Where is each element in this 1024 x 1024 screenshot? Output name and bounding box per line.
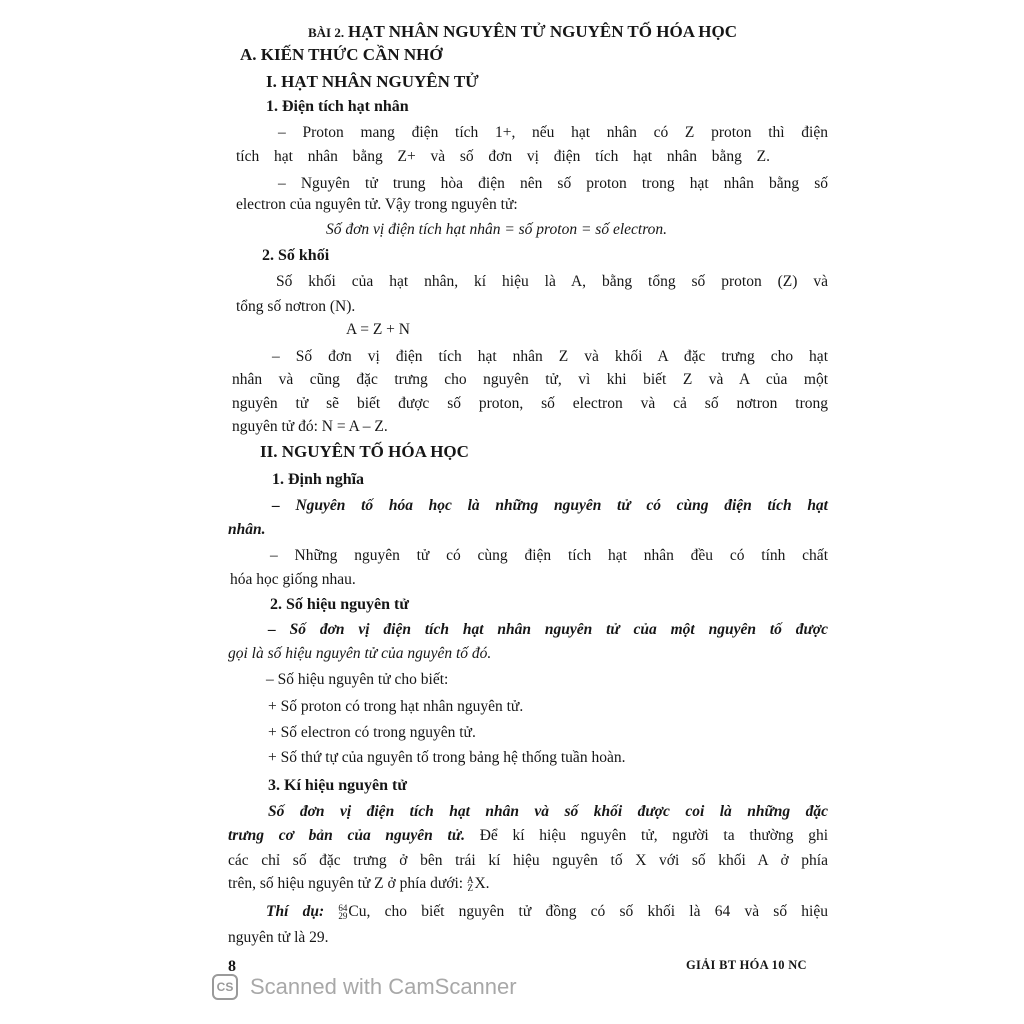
page-number: 8 <box>228 958 236 975</box>
paragraph-line: Số khối của hạt nhân, kí hiệu là A, bằng tổng số proton (Z) và <box>276 273 828 290</box>
part1-heading: I. HẠT NHÂN NGUYÊN TỬ <box>266 72 479 91</box>
section-a-heading: A. KIẾN THỨC CẦN NHỚ <box>240 45 443 64</box>
formula-charge: Số đơn vị điện tích hạt nhân = số proton = số electron. <box>326 221 668 238</box>
example-line: nguyên tử là 29. <box>228 929 329 946</box>
definition-line: – Nguyên tố hóa học là những nguyên tử có cùng điện tích hạt <box>272 497 828 514</box>
paragraph-line: – Nguyên tử trung hòa điện nên số proton trong hạt nhân bằng số <box>278 175 828 192</box>
camscanner-watermark <box>212 972 517 1002</box>
paragraph-line: – Số đơn vị điện tích hạt nhân Z và khối A đặc trưng cho hạt <box>272 348 828 365</box>
list-item: + Số proton có trong hạt nhân nguyên tử. <box>268 698 524 715</box>
paragraph-line: tổng số nơtron (N). <box>236 298 356 315</box>
paragraph-line: tích hạt nhân bằng Z+ và số đơn vị điện tích hạt nhân bằng Z. <box>236 148 770 165</box>
camscanner-logo-icon: CS <box>212 974 238 1000</box>
atomic-symbol-indices: A Z <box>466 875 474 894</box>
watermark-text: Scanned with CamScanner <box>250 974 517 999</box>
paragraph-line: nguyên tử đó: N = A – Z. <box>232 418 388 435</box>
paragraph-line: hóa học giống nhau. <box>230 571 356 588</box>
paragraph-line: – Những nguyên tử có cùng điện tích hạt nhân đều có tính chất <box>270 547 828 564</box>
paragraph-line: nguyên tử sẽ biết được số proton, số electron và cả số nơtron trong <box>232 395 828 412</box>
definition-line: – Số đơn vị điện tích hạt nhân nguyên tử của một nguyên tố được <box>268 621 828 638</box>
list-item: + Số thứ tự của nguyên tố trong bảng hệ thống tuần hoàn. <box>268 749 626 766</box>
paragraph-line: electron của nguyên tử. Vậy trong nguyên tử: <box>236 196 518 213</box>
part2-sub1: 1. Định nghĩa <box>272 471 365 488</box>
definition-line: nhân. <box>228 521 266 538</box>
part2-sub3: 3. Kí hiệu nguyên tử <box>268 777 407 794</box>
paragraph-line: – Proton mang điện tích 1+, nếu hạt nhân có Z proton thì điện <box>278 124 828 141</box>
paragraph-line: nhân và cũng đặc trưng cho nguyên tử, vì khi biết Z và A của một <box>232 371 828 388</box>
paragraph-line: trên, số hiệu nguyên tử Z ở phía dưới: A Z X. <box>228 875 490 894</box>
definition-line: gọi là số hiệu nguyên tử của nguyên tố đó. <box>228 645 492 662</box>
lesson-title: BÀI 2. HẠT NHÂN NGUYÊN TỬ NGUYÊN TỐ HÓA HỌC <box>308 22 737 41</box>
part2-heading: II. NGUYÊN TỐ HÓA HỌC <box>260 442 469 461</box>
part1-sub1: 1. Điện tích hạt nhân <box>266 98 409 115</box>
part1-sub2: 2. Số khối <box>262 247 330 264</box>
formula-mass-number: A = Z + N <box>346 321 410 338</box>
book-title: GIẢI BT HÓA 10 NC <box>686 958 807 972</box>
definition-line: Số đơn vị điện tích hạt nhân và số khối được coi là những đặc <box>268 803 828 820</box>
list-item: + Số electron có trong nguyên tử. <box>268 724 476 741</box>
paragraph-line: – Số hiệu nguyên tử cho biết: <box>266 671 449 688</box>
part2-sub2: 2. Số hiệu nguyên tử <box>270 596 409 613</box>
example-line: Thí dụ: 64 29 Cu, cho biết nguyên tử đồng có số khối là 64 và số hiệu <box>266 903 828 922</box>
paragraph-line: trưng cơ bản của nguyên tử. Để kí hiệu nguyên tử, người ta thường ghi <box>228 827 829 844</box>
paragraph-line: các chỉ số đặc trưng ở bên trái kí hiệu nguyên tố X với số khối A ở phía <box>228 852 828 869</box>
page <box>228 18 828 968</box>
copper-symbol-indices: 64 29 <box>338 903 348 922</box>
